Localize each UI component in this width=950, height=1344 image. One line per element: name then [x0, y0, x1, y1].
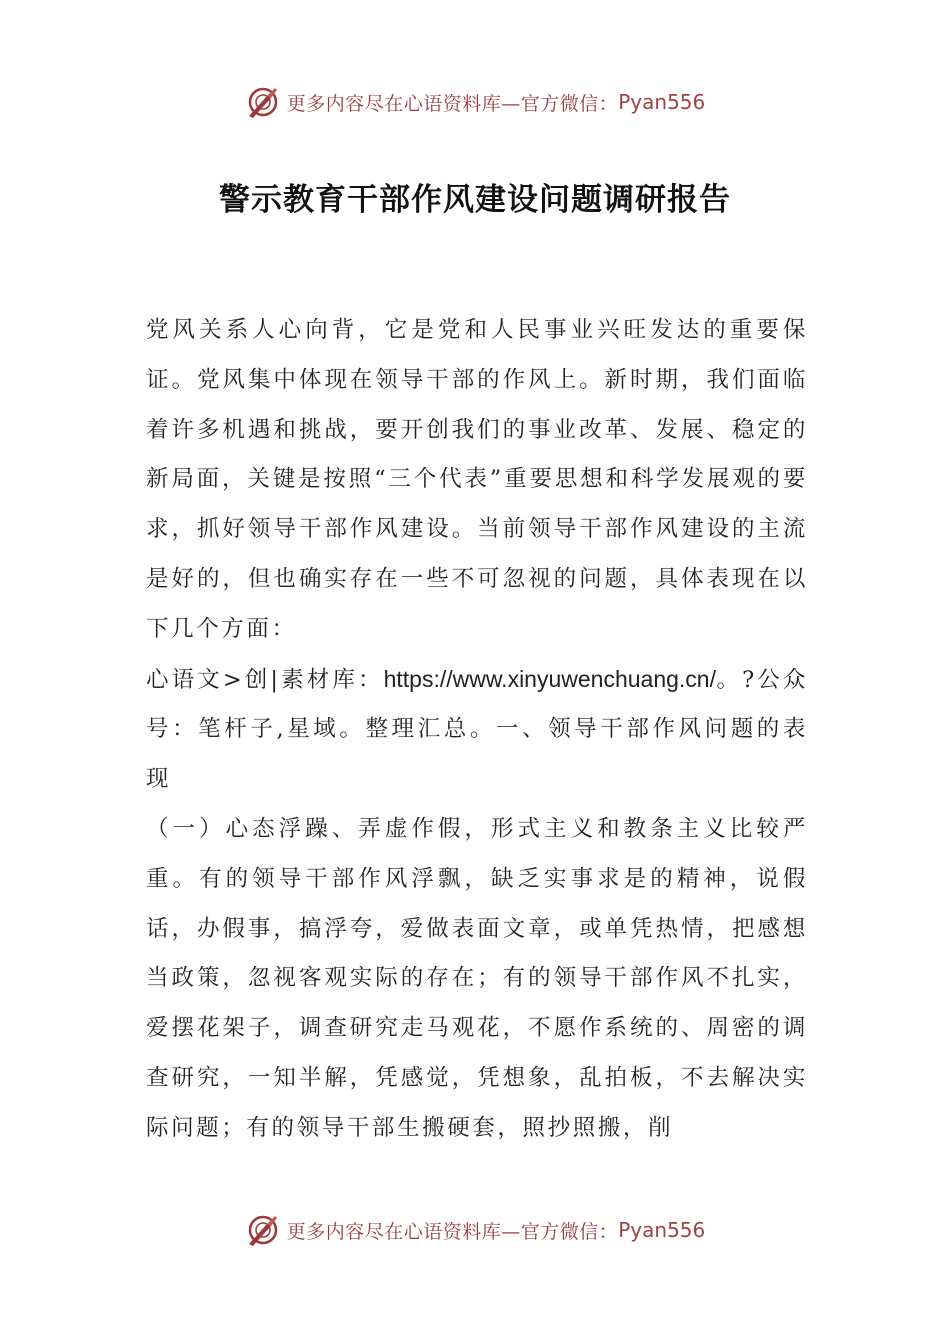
document-title: 警示教育干部作风建设问题调研报告: [219, 182, 731, 218]
paragraph-source: [146, 655, 808, 805]
pen-circle-logo-icon: [245, 84, 281, 120]
banner-wechat-id: Pyan556: [618, 1218, 706, 1242]
document-body: [146, 306, 808, 1154]
banner-wechat-id: Pyan556: [618, 90, 706, 114]
source-url: https://www.xinyuwenchuang.cn/: [383, 665, 716, 692]
header-banner: [0, 80, 950, 124]
paragraph: （一）心态浮躁、弄虚作假，形式主义和教条主义比较严重。有的领导干部作风浮飘，缺乏实事求是的精神，说假话，办假事，搞浮夸，爱做表面文章，或单凭热情，把感想当政策，忽视客观实际的存在；有的领导干部作风不扎实，爱摆花架子，调查研究走马观花，不愿作系统的、周密的调查研究，一知半解，凭感觉，凭想象，乱拍板，不去解决实际问题；有的领导干部生搬硬套，照抄照搬，削: [146, 815, 808, 1141]
banner-text: 更多内容尽在心语资料库—官方微信：: [286, 1220, 619, 1243]
footer-banner: [0, 1208, 950, 1252]
banner-text: 更多内容尽在心语资料库—官方微信：: [286, 92, 619, 115]
source-suffix: 。?公众号：笔杆子,星域。整理汇总。一、领导干部作风问题的表现: [146, 666, 809, 793]
paragraph: 党风关系人心向背，它是党和人民事业兴旺发达的重要保证。党风集中体现在领导干部的作风上。新时期，我们面临着许多机遇和挑战，要开创我们的事业改革、发展、稳定的新局面，关键是按照“三个代表”重要思想和科学发展观的要求，抓好领导干部作风建设。当前领导干部作风建设的主流是好的，但也确实存在一些不可忽视的问题，具体表现在以下几个方面：: [146, 317, 808, 642]
source-prefix: 心语文>创|素材库：: [146, 666, 384, 693]
pen-circle-logo-icon: [245, 1212, 281, 1248]
